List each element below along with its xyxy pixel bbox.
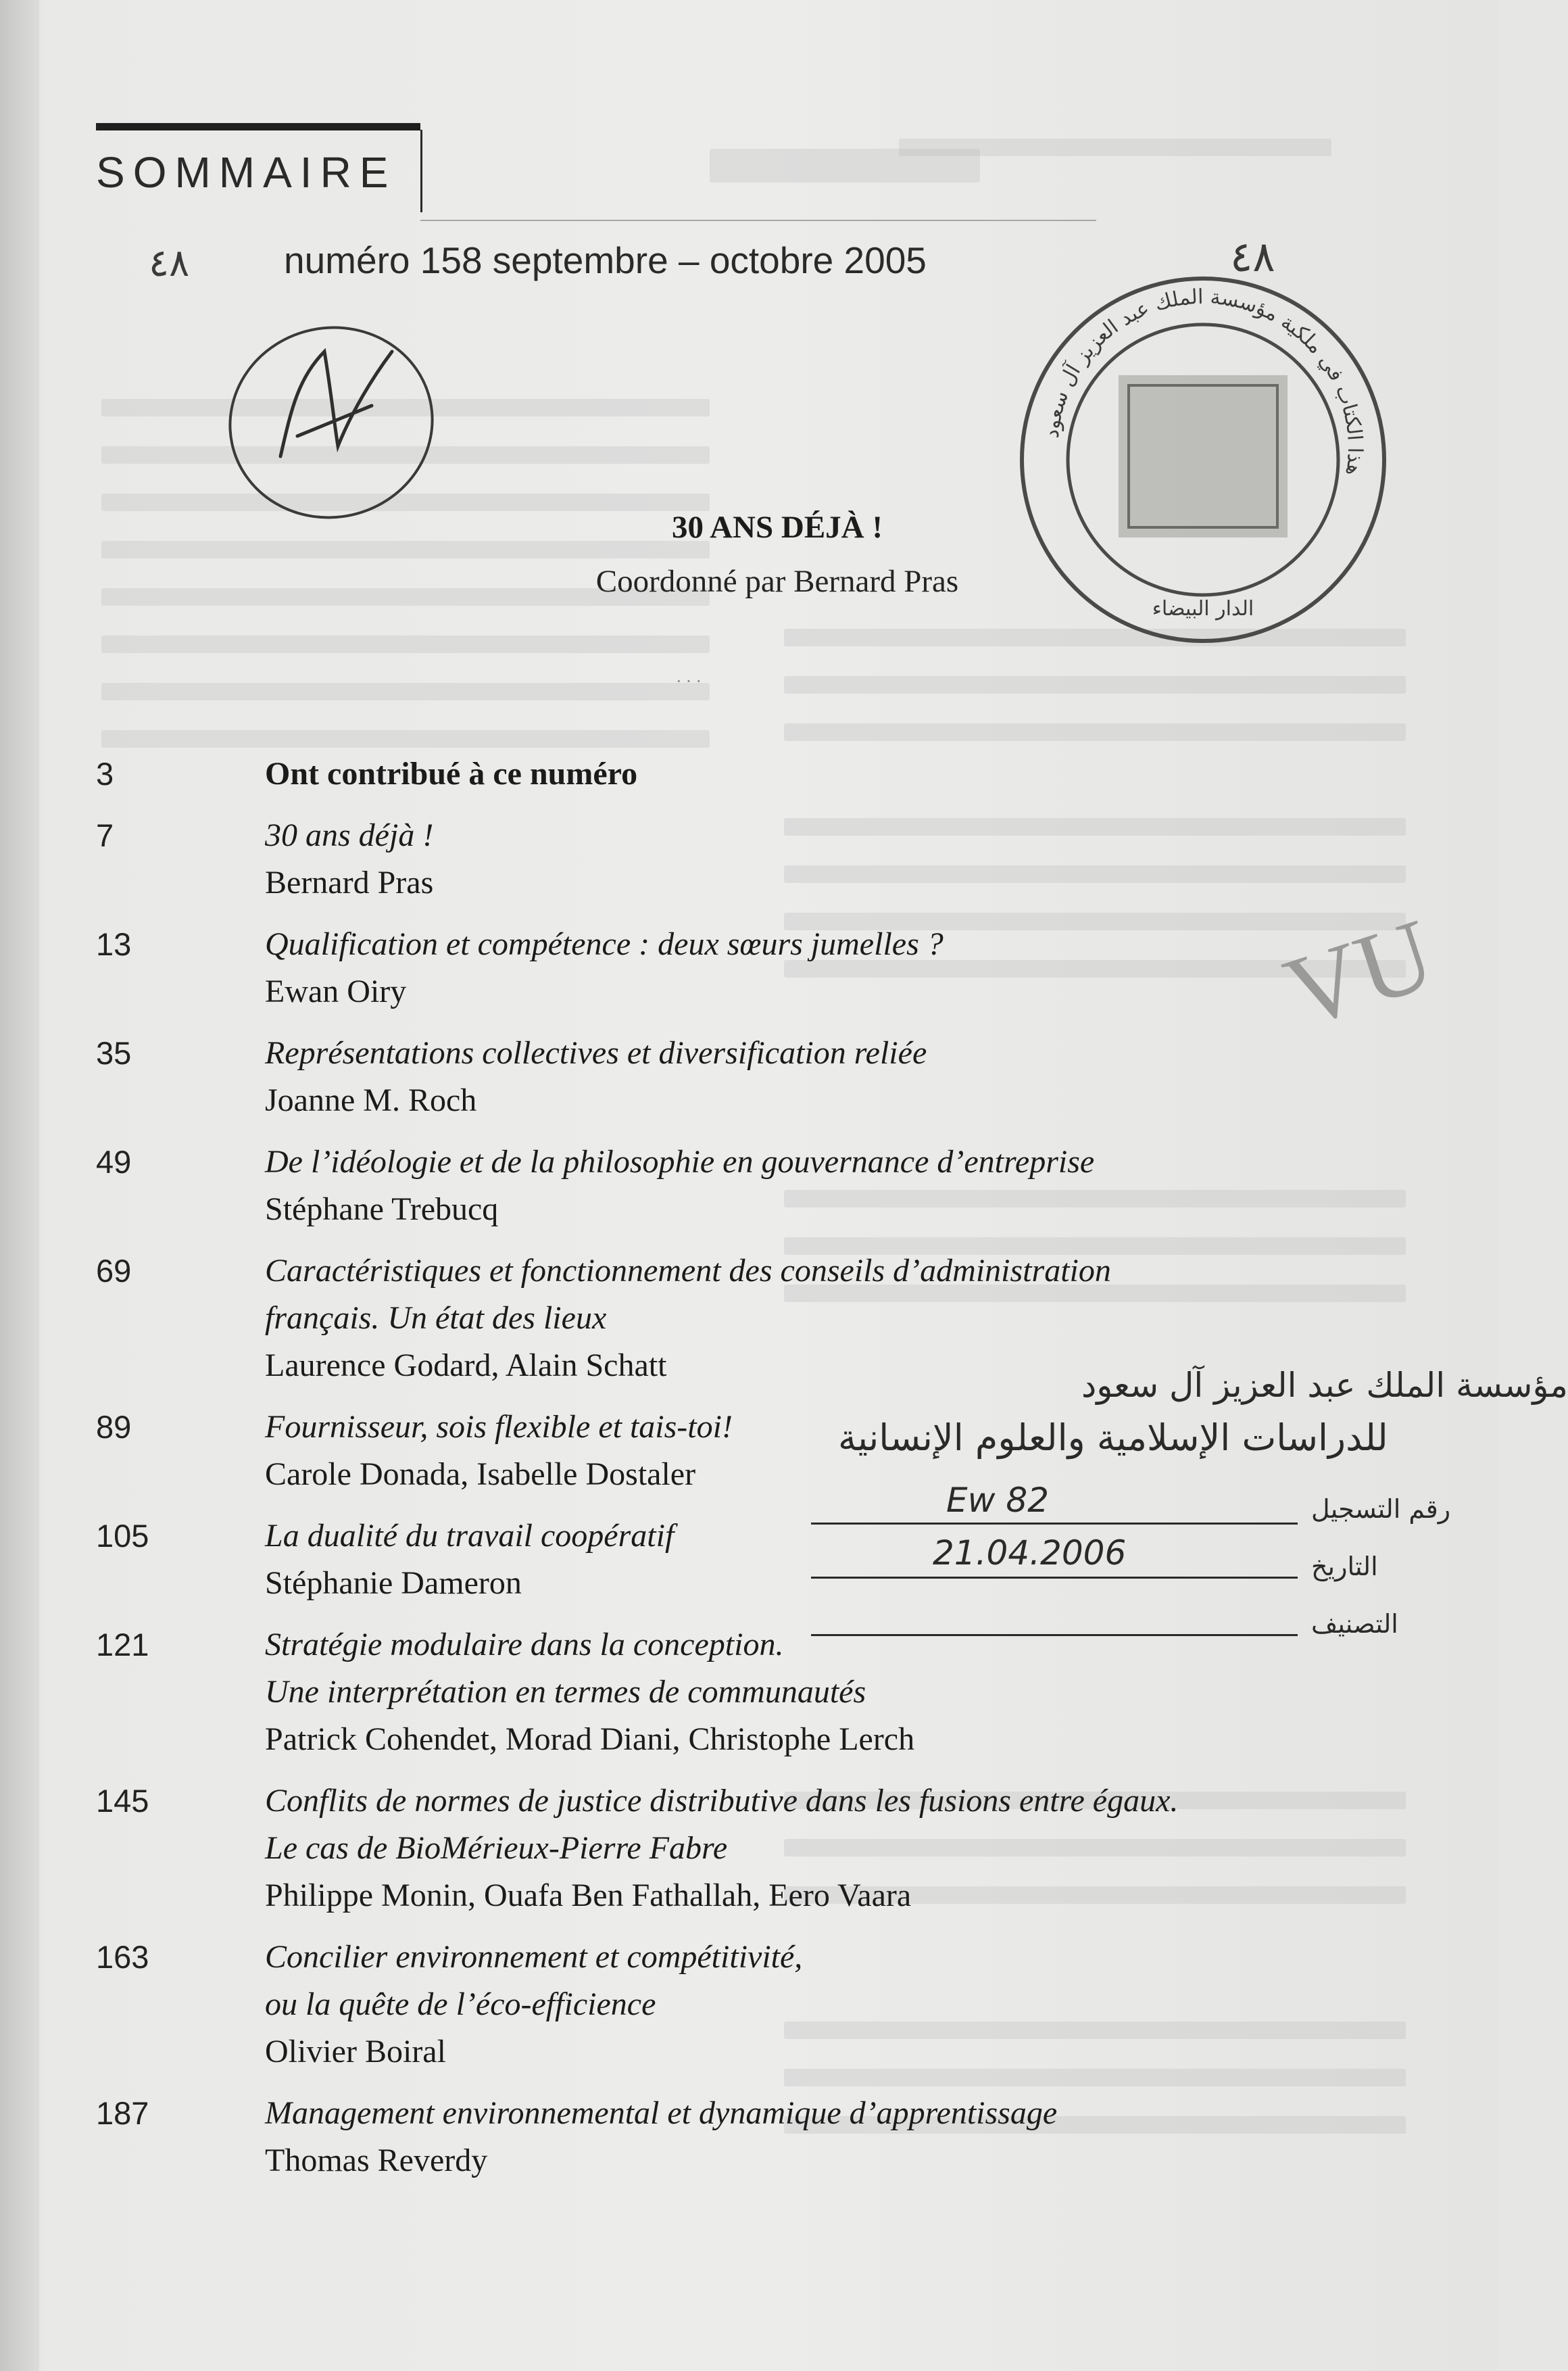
toc-page-number: 13: [96, 926, 132, 962]
circled-handwritten-mark: [216, 311, 446, 534]
toc-entry-body: [265, 750, 1448, 798]
vu-stamp-text: VU: [1272, 897, 1447, 1050]
toc-article-title: Conflits de normes de justice distributive dans les fusions entre égaux.: [265, 1783, 1179, 1819]
toc-entry-body: [265, 1934, 1448, 2076]
toc-authors: Olivier Boiral: [265, 2034, 446, 2069]
toc-article-title: Ont contribué à ce numéro: [265, 756, 638, 792]
toc-authors: Stéphane Trebucq: [265, 1191, 499, 1227]
registration-class-label: التصنيف: [1311, 1609, 1398, 1639]
toc-page-number: 35: [96, 1035, 132, 1071]
toc-article-title: Management environnemental et dynamique d’apprentissage: [265, 2095, 1058, 2131]
issue-line: numéro 158 septembre – octobre 2005: [284, 239, 927, 281]
toc-article-title: Caractéristiques et fonctionnement des conseils d’administration: [265, 1253, 1111, 1289]
toc-page-number: 7: [96, 817, 114, 853]
handwritten-number-left: ٤٨: [149, 241, 190, 285]
registration-institution-line1: مؤسسة الملك عبد العزيز آل سعود: [1081, 1366, 1568, 1405]
bleed-through-heading: [710, 149, 980, 183]
registration-date-value: 21.04.2006: [933, 1533, 1127, 1573]
toc-page-number: 105: [96, 1518, 149, 1554]
bleed-through-line: [101, 730, 710, 748]
toc-authors: Thomas Reverdy: [265, 2142, 488, 2178]
registration-class-line: [811, 1634, 1298, 1636]
toc-page-number: 121: [96, 1627, 149, 1662]
toc-article-title: français. Un état des lieux: [265, 1300, 607, 1336]
toc-article-title: De l’idéologie et de la philosophie en gouvernance d’entreprise: [265, 1144, 1095, 1180]
registration-form: [811, 1366, 1568, 1744]
toc-entry-body: [265, 1030, 1448, 1124]
toc-page-number: 145: [96, 1783, 149, 1819]
toc-article-title: Qualification et compétence : deux sœurs jumelles ?: [265, 926, 944, 962]
toc-entry-body: [265, 812, 1448, 907]
stamp-bottom-text: الدار البيضاء: [1152, 597, 1254, 621]
toc-entry-body: [265, 2090, 1448, 2184]
registration-number-label: رقم التسجيل: [1311, 1494, 1451, 1524]
registration-date-label: التاريخ: [1311, 1552, 1378, 1581]
header-divider: [420, 130, 422, 212]
toc-article-title: 30 ans déjà !: [265, 817, 434, 853]
section-title: SOMMAIRE: [96, 148, 397, 197]
page-spine-shadow: [0, 0, 39, 2371]
bleed-through-line: [784, 676, 1406, 694]
toc-article-title: Le cas de BioMérieux-Pierre Fabre: [265, 1830, 728, 1866]
feature-coordinator: Coordonné par Bernard Pras: [595, 564, 959, 599]
toc-authors: Patrick Cohendet, Morad Diani, Christophe Lerch: [265, 1721, 915, 1757]
toc-authors: Carole Donada, Isabelle Dostaler: [265, 1456, 696, 1492]
feature-title: 30 ANS DÉJÀ !: [671, 510, 883, 545]
toc-authors: Laurence Godard, Alain Schatt: [265, 1347, 667, 1383]
toc-entry-body: [265, 921, 1448, 1015]
toc-authors: Philippe Monin, Ouafa Ben Fathallah, Eero Vaara: [265, 1877, 912, 1913]
registration-date-line: [811, 1577, 1298, 1579]
bleed-through-line: [101, 636, 710, 653]
toc-article-title: ou la quête de l’éco-efficience: [265, 1986, 656, 2022]
toc-entry-body: [265, 1139, 1448, 1233]
toc-page-number: 69: [96, 1253, 132, 1289]
toc-page-number: 163: [96, 1939, 149, 1975]
toc-page-number: 187: [96, 2095, 149, 2131]
registration-number-line: [811, 1523, 1298, 1525]
toc-authors: Joanne M. Roch: [265, 1082, 477, 1118]
toc-page-number: 49: [96, 1144, 132, 1180]
registration-number-value: Ew 82: [946, 1481, 1050, 1520]
toc-authors: Ewan Oiry: [265, 974, 407, 1009]
header-rule: [96, 123, 420, 130]
bleed-through-line: [784, 723, 1406, 741]
toc-article-title: La dualité du travail coopératif: [265, 1518, 675, 1554]
toc-entry-body: [265, 1777, 1448, 1919]
toc-article-title: Stratégie modulaire dans la conception.: [265, 1627, 784, 1662]
bleed-through-line: [101, 683, 710, 700]
ornament-dots: ···: [676, 671, 706, 691]
toc-article-title: Représentations collectives et diversification reliée: [265, 1035, 927, 1071]
toc-article-title: Concilier environnement et compétitivité,: [265, 1939, 803, 1975]
handwritten-number-right: ٤٨: [1230, 232, 1275, 281]
toc-page-number: 3: [96, 756, 114, 792]
toc-page-number: 89: [96, 1409, 132, 1445]
toc-article-title: Une interprétation en termes de communautés: [265, 1674, 866, 1710]
toc-article-title: Fournisseur, sois flexible et tais-toi!: [265, 1409, 733, 1445]
header-underline: [420, 220, 1096, 221]
toc-authors: Bernard Pras: [265, 865, 434, 901]
toc-authors: Stéphanie Dameron: [265, 1565, 522, 1601]
stamp-top-text: هذا الكتاب في ملكية مؤسسة الملك عبد العزيز آل سعود: [1039, 285, 1367, 477]
registration-institution-line2: للدراسات الإسلامية والعلوم الإنسانية: [838, 1416, 1388, 1459]
